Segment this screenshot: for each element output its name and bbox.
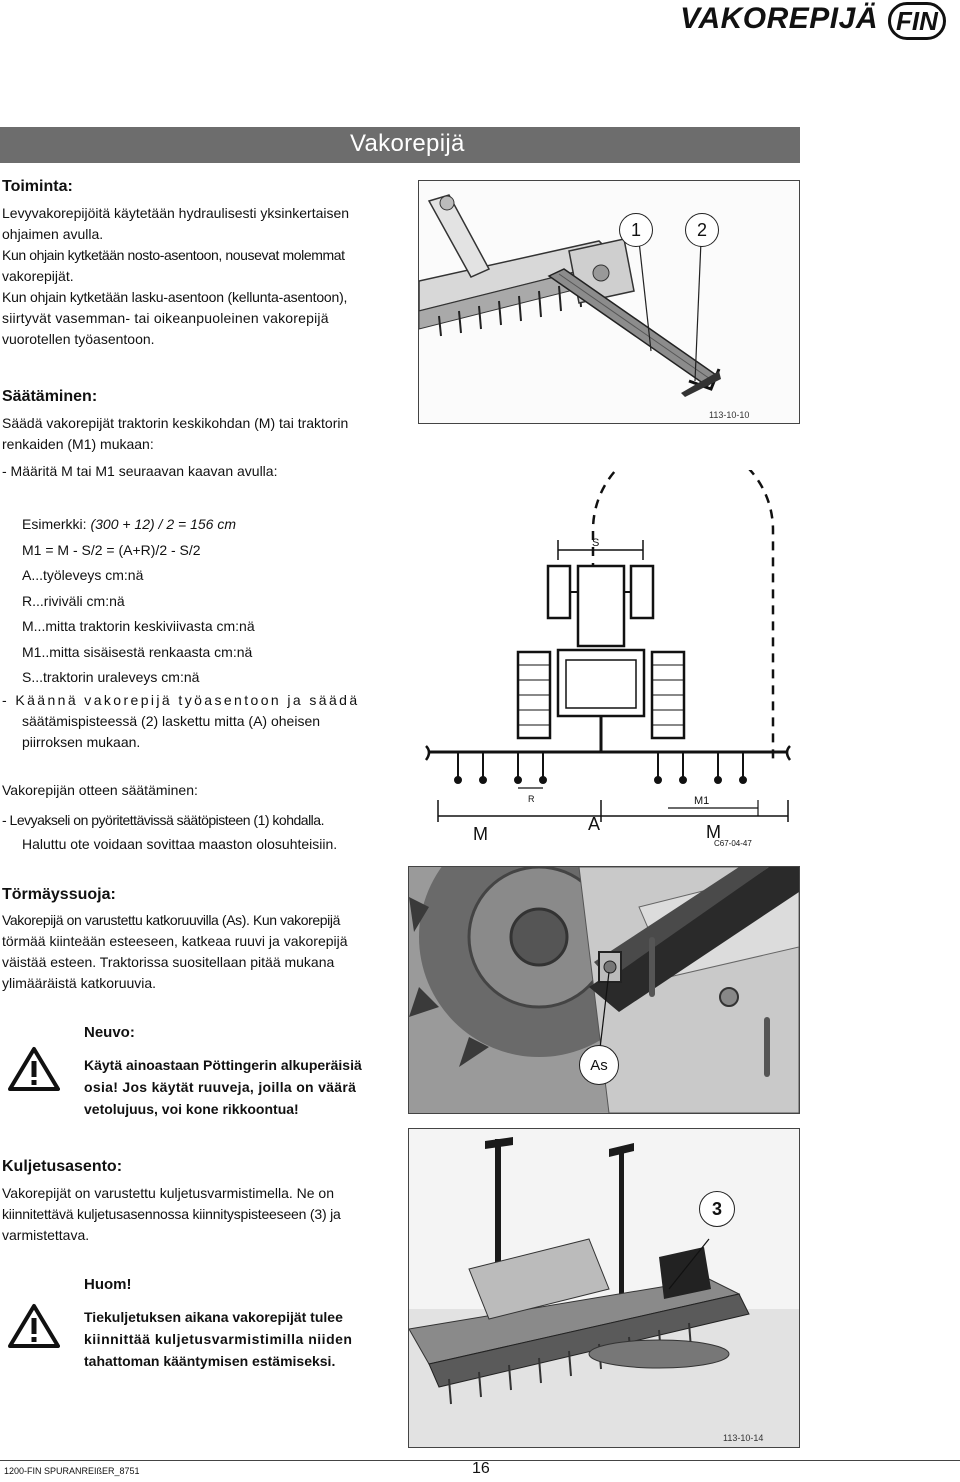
kuljetus-heading: Kuljetusasento: (2, 1158, 123, 1175)
figure-code: C67-04-47 (714, 839, 752, 848)
section-title: Vakorepijä (350, 130, 465, 157)
tormays-text: Vakorepijä on varustettu katkoruuvilla (As). Kun vakorepijä törmää kiinteään esteeseen, katkeaa ruuvi ja vakorepijä väistää esteen. Traktorissa suositellaan pitää mukana ylimääräistä katkoruuvia. (2, 912, 348, 991)
label-m1: M1 (694, 795, 710, 807)
callout-1: 1 (619, 213, 653, 247)
toiminta-heading: Toiminta: (2, 178, 73, 195)
page-number: 16 (472, 1460, 490, 1477)
callout-as: As (579, 1045, 619, 1085)
otteen-heading: Vakorepijän otteen säätäminen: (2, 782, 198, 798)
saataminen-heading: Säätäminen: (2, 388, 98, 405)
neuvo-text: Käytä ainoastaan Pöttingerin alkuperäisiä osia! Jos käytät ruuveja, joilla on väärä vetolujuus, voi kone rikkoontua! (84, 1057, 362, 1117)
label-a: A (588, 814, 601, 834)
footer-doc-code: 1200-FIN SPURANREIßER_8751 (4, 1466, 140, 1476)
huom-text: Tiekuljetuksen aikana vakorepijät tulee kiinnittää kuljetusvarmistimilla niiden tahattoman kääntymisen estämiseksi. (84, 1309, 353, 1369)
callout-3: 3 (699, 1191, 735, 1227)
huom-heading: Huom! (84, 1276, 132, 1293)
otteen-text: - Levyakseli on pyöritettävissä säätöpisteen (1) kohdalla. Haluttu ote voidaan sovittaa maaston olosuhteisiin. (2, 812, 338, 852)
label-m-left: M (473, 824, 488, 844)
label-m-right: M (706, 822, 721, 842)
figure-transport-position (408, 1128, 800, 1448)
label-s: S (592, 537, 600, 549)
page-header-title: VAKOREPIJÄ (680, 2, 878, 35)
language-badge: FIN (888, 2, 946, 40)
example-line: Esimerkki: (300 + 12) / 2 = 156 cm (22, 516, 236, 532)
label-r: R (528, 794, 535, 804)
saataminen-text: Säädä vakorepijät traktorin keskikohdan (M) tai traktorin renkaiden (M1) mukaan: - Määritä M tai M1 seuraavan kaavan avulla: (2, 415, 349, 479)
warning-icon (8, 1303, 60, 1354)
callout-2: 2 (685, 213, 719, 247)
figure-code: 113-10-14 (723, 1433, 764, 1443)
figure-shear-bolt (408, 866, 800, 1114)
turn-instructions: - Käännä vakorepijä työasentoon ja säädä säätämispisteessä (2) laskettu mitta (A) oheisen piirroksen mukaan. (2, 692, 360, 750)
tormays-heading: Törmäyssuoja: (2, 886, 116, 903)
warning-icon (8, 1046, 60, 1097)
toiminta-text: Levyvakorepijöitä käytetään hydraulisesti yksinkertaisen ohjaimen avulla. Kun ohjain kytketään nosto-asentoon, nousevat molemmat vakorepijät. Kun ohjain kytketään lasku-asentoon (kellunta-asentoon), siirtyvät vasemman- tai oikeanpuoleinen vakorepijä vuorotellen työasentoon. (2, 205, 350, 347)
kuljetus-text: Vakorepijät on varustettu kuljetusvarmistimella. Ne on kiinnitettävä kuljetusasennossa kiinnityspisteeseen (3) ja varmistettava. (2, 1185, 341, 1243)
figure-adjustment-points (418, 180, 800, 424)
figure-code: 113-10-10 (709, 410, 750, 420)
neuvo-heading: Neuvo: (84, 1024, 135, 1041)
formula-block: Esimerkki: (300 + 12) / 2 = 156 cm M1 = M - S/2 = (A+R)/2 - S/2 A...työleveys cm:nä R...riviväli cm:nä M...mitta traktorin keskiviivasta cm:nä M1..mitta sisäisestä renkaasta cm:nä S...traktorin uraleveys cm:nä (22, 512, 255, 691)
section-title-bar (0, 127, 800, 163)
figure-tractor-dimensions (418, 470, 798, 850)
